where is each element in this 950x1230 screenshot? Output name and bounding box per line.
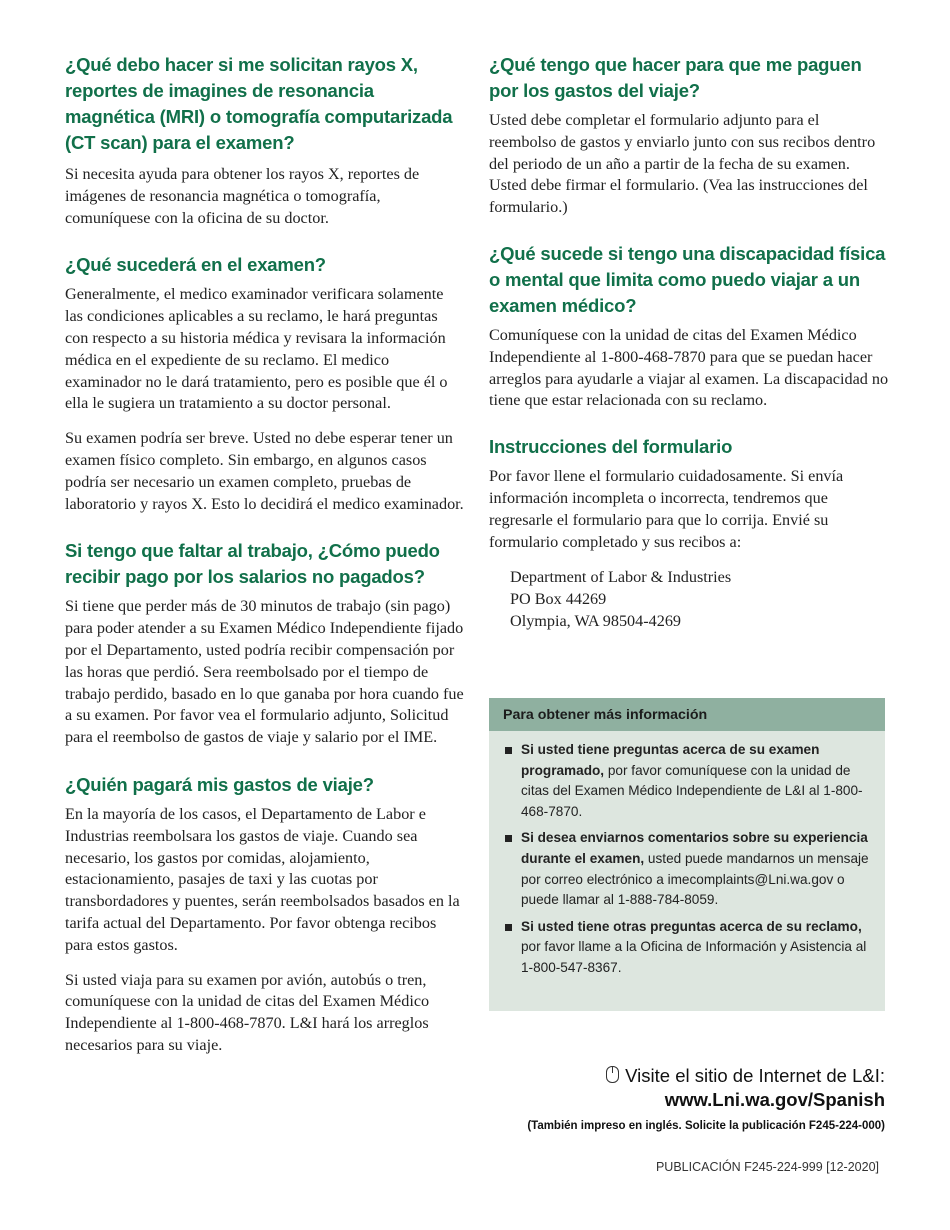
list-item-bold: Si usted tiene otras preguntas acerca de su reclamo, <box>521 918 862 934</box>
visit-text: Visite el sitio de Internet de L&I: <box>625 1065 885 1086</box>
list-item-bold: Si usted tiene preguntas acerca de su examen programado, <box>521 742 820 778</box>
mouse-icon <box>606 1066 619 1083</box>
paragraph-wages: Si tiene que perder más de 30 minutos de trabajo (sin pago) para poder atender a su Examen Médico Independiente fijado por el Departamento, usted podría recibir compensación por las horas que perdió. Sera reembolsado por el tiempo de trabajo perdido, basado en lo que ganaba por hora cuando fue a su examen. Por favor vea el formulario adjunto, Solicitud para el reembolso de gastos de viaje y salario por el IME. <box>65 597 464 747</box>
address-line: Department of Labor & Industries <box>510 568 732 587</box>
list-item-text: por favor comuníquese con la unidad de citas del Examen Médico Independiente de L&I al 1-800-468-7870. <box>521 762 863 819</box>
english-edition-note: (También impreso en inglés. Solicite la publicación F245-224-000) <box>527 1120 885 1132</box>
heading-form-instructions: Instrucciones del formulario <box>489 436 733 458</box>
list-item <box>505 917 873 979</box>
heading-exam: ¿Qué sucederá en el examen? <box>65 254 326 276</box>
paragraph-xray: Si necesita ayuda para obtener los rayos X, reportes de imágenes de resonancia magnética o tomografía, comuníquese con la oficina de su doctor. <box>65 165 420 227</box>
heading-reimbursement: ¿Qué tengo que hacer para que me paguen por los gastos del viaje? <box>489 54 862 101</box>
paragraph-reimbursement: Usted debe completar el formulario adjunto para el reembolso de gastos y enviarlo junto con sus recibos dentro del periodo de un año a partir de la fecha de su examen. Usted debe firmar el formulario. (Vea las instrucciones del formulario.) <box>489 111 876 217</box>
more-info-list <box>489 731 885 979</box>
mailing-address <box>489 567 889 632</box>
heading-disability: ¿Qué sucede si tengo una discapacidad física o mental que limita como puedo viajar a un examen médico? <box>489 242 886 316</box>
square-bullet-icon <box>505 747 512 754</box>
paragraph-travel-1: En la mayoría de los casos, el Departamento de Labor e Industrias reembolsara los gastos de viaje. Cuando sea necesario, los gastos por comidas, alojamiento, estacionamiento, pasajes de taxi y las cuotas por transbordadores y puentes, serán reembolsados basados en la tarifa actual del Departamento. Por favor obtenga recibos para estos gastos. <box>65 804 460 954</box>
more-info-box <box>489 698 885 1011</box>
website-link[interactable]: www.Lni.wa.gov/Spanish <box>664 1089 885 1110</box>
paragraph-exam-1: Generalmente, el medico examinador verificara solamente las condiciones aplicables a su reclamo, le hará preguntas con respecto a su historia médica y revisara la información médica en el expediente de su reclamo. El medico examinador no le dará tratamiento, pero es posible que él o ella le sugiera un tratamiento a su doctor personal. <box>65 285 448 413</box>
paragraph-exam-2: Su examen podría ser breve. Usted no debe esperar tener un examen físico completo. Sin embargo, en algunos casos podría ser necesario un examen completo, pruebas de laboratorio y rayos X. Esto lo decidirá el medico examinador. <box>65 429 464 513</box>
heading-xray: ¿Qué debo hacer si me solicitan rayos X, reportes de imagines de resonancia magnética (MRI) o tomografía computarizada (CT scan) para el examen? <box>65 54 453 153</box>
heading-travel-costs: ¿Quién pagará mis gastos de viaje? <box>65 773 374 795</box>
heading-wages: Si tengo que faltar al trabajo, ¿Cómo puedo recibir pago por los salarios no pagados? <box>65 540 440 588</box>
list-item <box>505 828 873 910</box>
list-item-bold: Si desea enviarnos comentarios sobre su experiencia durante el examen, <box>521 830 868 866</box>
square-bullet-icon <box>505 835 512 842</box>
left-column <box>65 0 465 1057</box>
address-line: PO Box 44269 <box>510 590 607 609</box>
paragraph-disability: Comuníquese con la unidad de citas del Examen Médico Independiente al 1-800-468-7870 para que se puedan hacer arreglos para ayudarle a viajar al examen. La discapacidad no tiene que estar relacionada con su reclamo. <box>489 325 889 410</box>
visit-website <box>465 1064 885 1136</box>
publication-number: PUBLICACIÓN F245-224-999 [12-2020] <box>655 1160 879 1174</box>
right-column <box>489 0 889 633</box>
address-line: Olympia, WA 98504-4269 <box>510 611 682 630</box>
list-item-text: usted puede mandarnos un mensaje por correo electrónico a imecomplaints@Lni.wa.gov o puede llamar al 1-888-784-8059. <box>521 850 869 908</box>
list-item <box>505 740 873 822</box>
list-item-text: por favor llame a la Oficina de Información y Asistencia al 1-800-547-8367. <box>521 939 867 975</box>
more-info-title: Para obtener más información <box>489 698 885 731</box>
paragraph-form-instructions: Por favor llene el formulario cuidadosamente. Si envía información incompleta o incorrecta, tendremos que regresarle el formulario para que lo corrija. Envié su formulario completado y sus recibos a: <box>489 467 844 551</box>
paragraph-travel-2: Si usted viaja para su examen por avión, autobús o tren, comuníquese con la unidad de citas del Examen Médico Independiente al 1-800-468-7870. L&I hará los arreglos necesarios para su viaje. <box>65 970 430 1054</box>
square-bullet-icon <box>505 924 512 931</box>
